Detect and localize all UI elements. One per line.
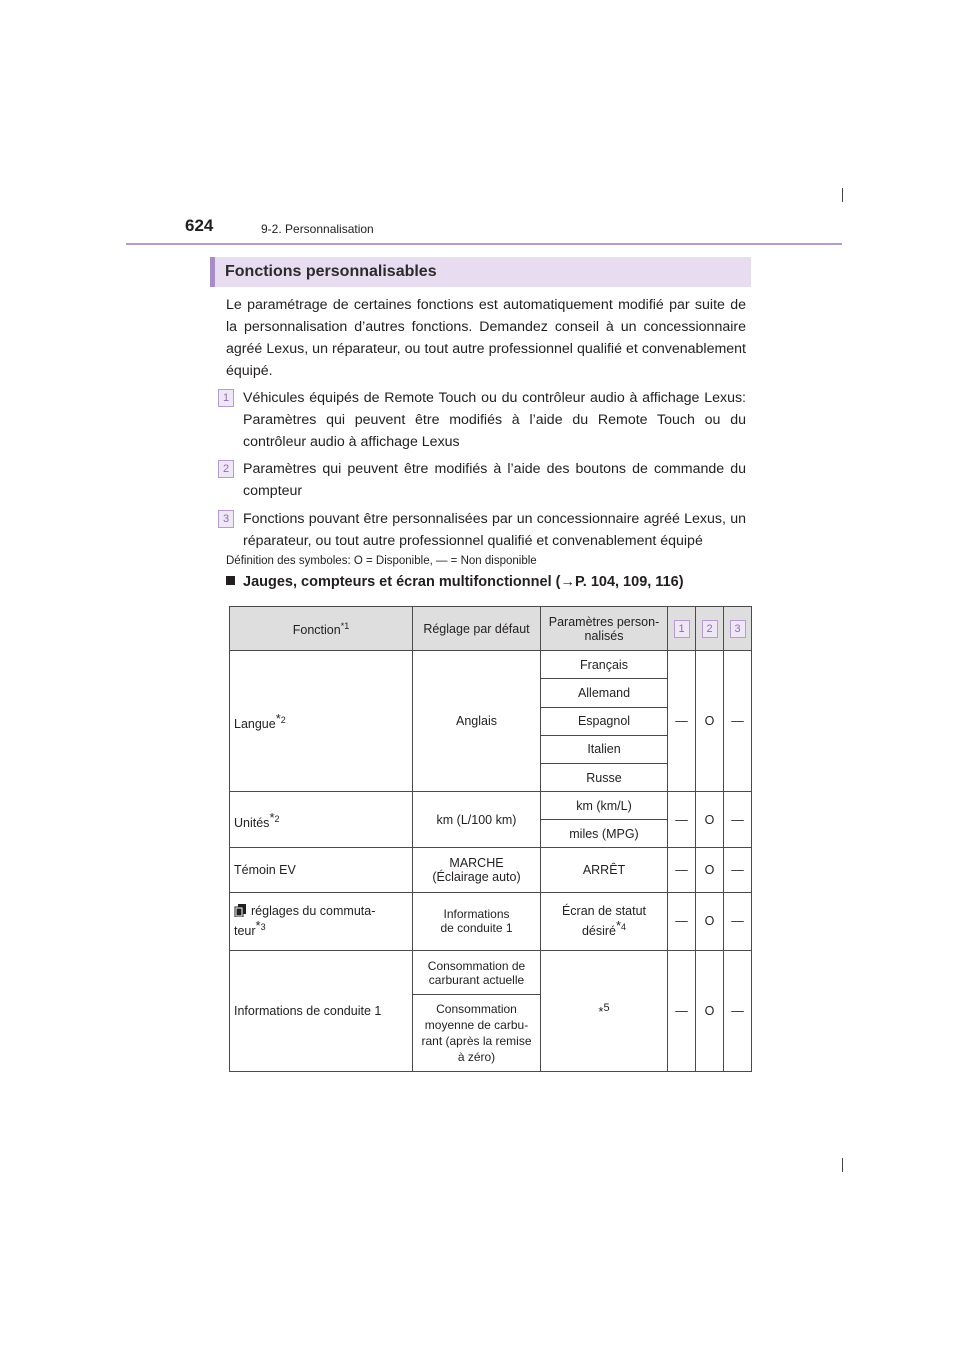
cell-no: —	[724, 892, 752, 950]
section-heading: Fonctions personnalisables	[210, 257, 751, 287]
symbols-definition: Définition des symboles: O = Disponible, — = Non disponible	[226, 555, 537, 567]
margin-tick-bottom	[842, 1158, 843, 1172]
cell-option: Russe	[541, 763, 668, 791]
number-badge: 3	[218, 510, 234, 528]
cell-reglages: réglages du commuta- teur$^{*3}$	[230, 892, 413, 950]
list-item-text: Véhicules équipés de Remote Touch ou du contrôleur audio à affichage Lexus: Paramètres qui peuvent être modifiés à l’aide du Remote Touch ou du contrôleur audio à affichage Lexus	[243, 390, 746, 450]
table-row	[230, 848, 752, 892]
list-item	[218, 458, 746, 502]
cell-no: —	[668, 792, 696, 848]
cell-no: —	[668, 892, 696, 950]
table-heading: Jauges, compteurs et écran multifonctionnel (→P. 104, 109, 116)	[226, 574, 684, 590]
header-custom: Paramètres person- nalisés	[541, 607, 668, 651]
cell-no: —	[724, 951, 752, 1072]
cell-option: Allemand	[541, 679, 668, 707]
cell-yes: O	[696, 792, 724, 848]
table-header-row	[230, 607, 752, 651]
list-item-text: Paramètres qui peuvent être modifiés à l’aide des boutons de commande du compteur	[243, 461, 746, 499]
cell-option: Écran de statut désiré$^{*4}$	[541, 892, 668, 950]
cell-yes: O	[696, 892, 724, 950]
intro-paragraph: Le paramétrage de certaines fonctions est automatiquement modifié par suite de la personnalisation d’autres fonctions. Demandez conseil à un concessionnaire agréé Lexus, un réparateur, ou tout autre professionnel qualifié et convenablement équipé.	[226, 297, 746, 379]
number-badge: 1	[218, 389, 234, 407]
cell-no: —	[668, 848, 696, 892]
section-title: 9-2. Personnalisation	[261, 222, 374, 236]
cell-option: Français	[541, 651, 668, 679]
table-row	[230, 951, 752, 995]
cell-no: —	[668, 651, 696, 792]
settings-table	[229, 606, 752, 1072]
cell-infos-default-b: Consommation moyenne de carbu- rant (après la remise à zéro)	[413, 995, 541, 1072]
switch-display-icon	[234, 904, 247, 917]
cell-no: —	[668, 951, 696, 1072]
cell-temoin: Témoin EV	[230, 848, 413, 892]
cell-option: *5	[541, 951, 668, 1072]
margin-tick-top	[842, 188, 843, 202]
header-col-3: 3	[724, 607, 752, 651]
cell-option: miles (MPG)	[541, 820, 668, 848]
table-row	[230, 651, 752, 679]
cell-no: —	[724, 848, 752, 892]
cell-langue-default: Anglais	[413, 651, 541, 792]
cell-langue: Langue$^{*2}$	[230, 651, 413, 792]
cell-no: —	[724, 651, 752, 792]
cell-unites: Unités$^{*2}$	[230, 792, 413, 848]
header-default: Réglage par défaut	[413, 607, 541, 651]
cell-unites-default: km (L/100 km)	[413, 792, 541, 848]
cell-yes: O	[696, 951, 724, 1072]
square-bullet-icon	[226, 576, 235, 585]
table-row	[230, 892, 752, 950]
cell-option: km (km/L)	[541, 792, 668, 820]
arrow-icon: →	[560, 574, 575, 590]
cell-option: Espagnol	[541, 707, 668, 735]
list-item	[218, 508, 746, 552]
cell-infos: Informations de conduite 1	[230, 951, 413, 1072]
cell-temoin-default: MARCHE (Éclairage auto)	[413, 848, 541, 892]
header-col-1: 1	[668, 607, 696, 651]
cell-yes: O	[696, 848, 724, 892]
list-item-text: Fonctions pouvant être personnalisées par un concessionnaire agréé Lexus, un réparateur, ou tout autre professionnel qualifié et convenablement équipé	[243, 511, 746, 549]
cell-option: Italien	[541, 735, 668, 763]
cell-option: ARRÊT	[541, 848, 668, 892]
header-fonction: Fonction$^{*1}$	[230, 607, 413, 651]
number-badge: 2	[218, 460, 234, 478]
list-item	[218, 387, 746, 453]
header-col-2: 2	[696, 607, 724, 651]
cell-yes: O	[696, 651, 724, 792]
header-rule	[126, 243, 842, 245]
cell-reglages-default: Informations de conduite 1	[413, 892, 541, 950]
table-row	[230, 792, 752, 820]
cell-no: —	[724, 792, 752, 848]
cell-infos-default-a: Consommation de carburant actuelle	[413, 951, 541, 995]
page-number: 624	[185, 216, 214, 235]
